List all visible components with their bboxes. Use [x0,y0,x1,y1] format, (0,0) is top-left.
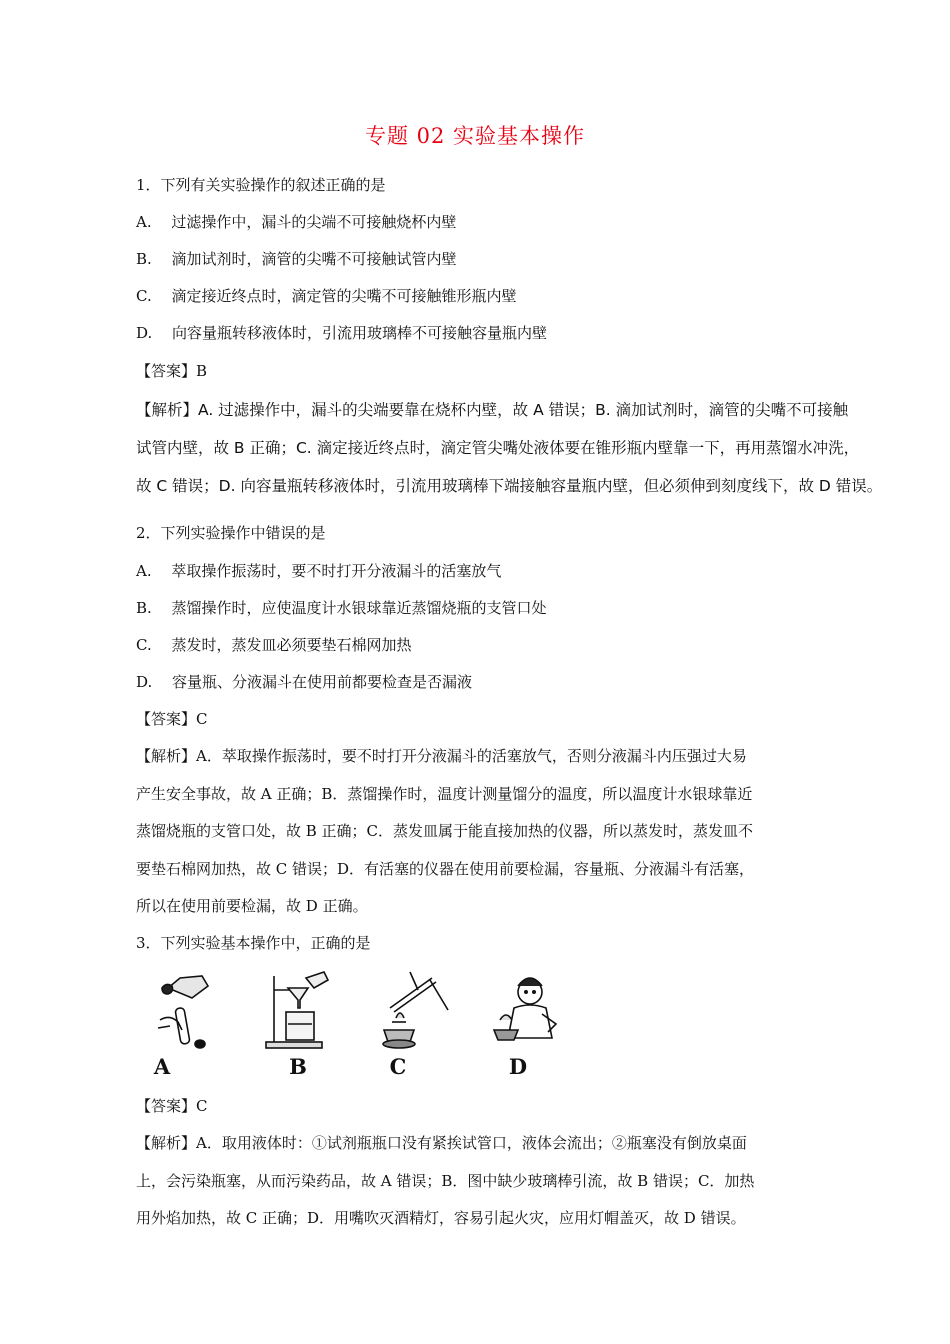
pouring-illustration [150,968,230,1058]
question-1-option-c: C. 滴定接近终点时，滴定管的尖嘴不可接触锥形瓶内壁 [136,287,517,305]
question-2-option-d: D. 容量瓶、分液漏斗在使用前都要检查是否漏液 [136,673,473,691]
figure-label-d: D [508,1054,528,1079]
question-3-figures [150,968,550,1083]
heating-illustration [370,968,460,1058]
question-1-analysis-line: 故 C 错误；D. 向容量瓶转移液体时，引流用玻璃棒下端接触容量瓶内壁，但必须伸到刻度线下，故 D 错误。 [136,477,883,495]
question-1-option-b: B. 滴加试剂时，滴管的尖嘴不可接触试管内壁 [136,250,457,268]
figure-label-b: B [289,1054,307,1079]
question-2-analysis-line: 【解析】A．萃取操作振荡时，要不时打开分液漏斗的活塞放气，否则分液漏斗内压强过大易 [136,747,747,765]
question-3-analysis-line: 用外焰加热，故 C 正确；D．用嘴吹灭酒精灯，容易引起火灾，应用灯帽盖灭，故 D 错误。 [136,1209,746,1227]
question-1-analysis-line: 【解析】A. 过滤操作中，漏斗的尖端要靠在烧杯内壁，故 A 错误；B. 滴加试剂时，滴管的尖嘴不可接触 [136,401,849,419]
question-3-stem: 3．下列实验基本操作中，正确的是 [136,934,371,952]
question-1-answer: 【答案】B [136,362,208,380]
question-1-option-a: A. 过滤操作中，漏斗的尖端不可接触烧杯内壁 [136,213,457,231]
question-1-stem: 1．下列有关实验操作的叙述正确的是 [136,176,386,194]
figure-a-pouring-liquid [150,968,230,1083]
page-title: 专题 02 实验基本操作 [364,124,586,148]
question-1-option-d: D. 向容量瓶转移液体时，引流用玻璃棒不可接触容量瓶内壁 [136,324,548,342]
figure-c-heating [370,968,450,1083]
question-3-analysis-line: 上，会污染瓶塞，从而污染药品，故 A 错误；B．图中缺少玻璃棒引流，故 B 错误；C．加热 [136,1172,755,1190]
question-2-option-c: C. 蒸发时，蒸发皿必须要垫石棉网加热 [136,636,412,654]
question-2-option-a: A. 萃取操作振荡时，要不时打开分液漏斗的活塞放气 [136,562,502,580]
question-2-analysis-line: 所以在使用前要检漏，故 D 正确。 [136,897,368,915]
question-2-stem: 2．下列实验操作中错误的是 [136,524,326,542]
question-3-answer: 【答案】C [136,1097,208,1115]
question-2-option-b: B. 蒸馏操作时，应使温度计水银球靠近蒸馏烧瓶的支管口处 [136,599,547,617]
question-2-analysis-line: 要垫石棉网加热，故 C 错误；D．有活塞的仪器在使用前要检漏，容量瓶、分液漏斗有活塞， [136,860,755,878]
question-2-analysis-line: 蒸馏烧瓶的支管口处，故 B 正确；C．蒸发皿属于能直接加热的仪器，所以蒸发时，蒸发皿不 [136,822,754,840]
question-3-analysis-line: 【解析】A．取用液体时：①试剂瓶瓶口没有紧挨试管口，液体会流出；②瓶塞没有倒放桌面 [136,1134,747,1152]
question-2-analysis-line: 产生安全事故，故 A 正确；B．蒸馏操作时，温度计测量馏分的温度，所以温度计水银球靠近 [136,785,753,803]
question-1-analysis-line: 试管内壁，故 B 正确；C. 滴定接近终点时，滴定管尖嘴处液体要在锥形瓶内壁靠一下，再用蒸馏水冲洗， [136,439,860,457]
figure-label-a: A [153,1054,171,1079]
figure-label-c: C [389,1054,407,1079]
blowing-lamp-illustration [490,968,570,1058]
figure-b-filtration [262,968,342,1083]
question-2-answer: 【答案】C [136,710,208,728]
filtration-illustration [262,968,342,1058]
figure-d-blowing-lamp [490,968,570,1083]
